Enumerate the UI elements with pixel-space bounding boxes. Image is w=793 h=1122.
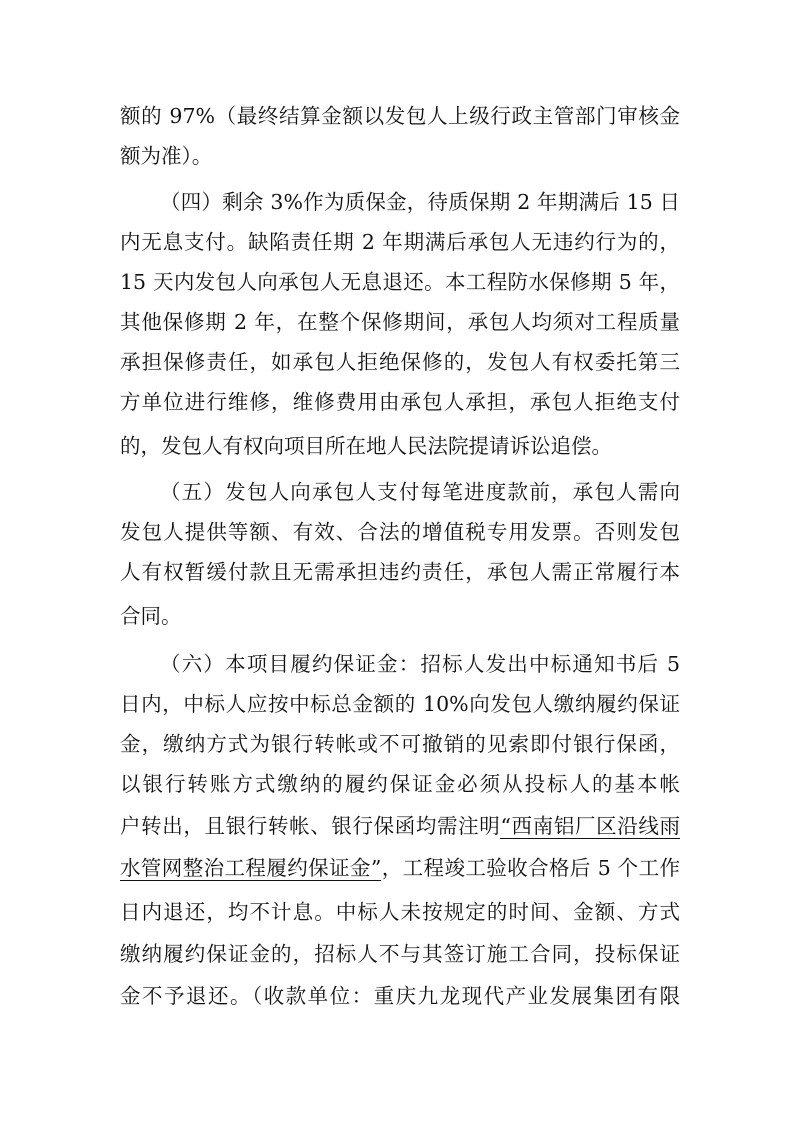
text-line: 缴纳履约保证金的，招标人不与其签订施工合同，投标保证 bbox=[120, 942, 680, 966]
text-line: 方单位进行维修，维修费用由承包人承担，承包人拒绝支付 bbox=[120, 390, 680, 414]
text-line: 其他保修期 2 年，在整个保修期间，承包人均须对工程质量 bbox=[120, 310, 680, 334]
text-line: 金，缴纳方式为银行转帐或不可撤销的见索即付银行保函， bbox=[120, 732, 680, 756]
text-line: 15 天内发包人向承包人无息退还。本工程防水保修期 5 年， bbox=[120, 270, 680, 294]
text-line: 额为准）。 bbox=[120, 144, 213, 168]
underlined-project-name-part2: 水管网整治工程履约保证金” bbox=[120, 856, 382, 880]
text-line: 发包人提供等额、有效、合法的增值税专用发票。否则发包 bbox=[120, 520, 680, 544]
text-line: 内无息支付。缺陷责任期 2 年期满后承包人无违约行为的， bbox=[120, 230, 680, 254]
text-line: 承担保修责任，如承包人拒绝保修的，发包人有权委托第三 bbox=[120, 350, 680, 374]
paragraph-5-start: （五）发包人向承包人支付每笔进度款前，承包人需向 bbox=[160, 480, 680, 504]
text-line: 的，发包人有权向项目所在地人民法院提请诉讼追偿。 bbox=[120, 434, 612, 458]
text-line: 额的 97%（最终结算金额以发包人上级行政主管部门审核金 bbox=[120, 104, 680, 128]
text-line: 人有权暂缓付款且无需承担违约责任，承包人需正常履行本 bbox=[120, 560, 680, 584]
text-line: 金不予退还。（收款单位：重庆九龙现代产业发展集团有限 bbox=[120, 984, 680, 1008]
text-line: 日内，中标人应按中标总金额的 10%向发包人缴纳履约保证 bbox=[120, 692, 680, 716]
text-line: 合同。 bbox=[120, 604, 182, 628]
paragraph-6-start: （六）本项目履约保证金：招标人发出中标通知书后 5 bbox=[160, 652, 680, 676]
text-line-with-underline: 户转出，且银行转帐、银行保函均需注明“西南铝厂区沿线雨 bbox=[120, 814, 680, 838]
text-line: 以银行转账方式缴纳的履约保证金必须从投标人的基本帐 bbox=[120, 772, 680, 796]
paragraph-4-start: （四）剩余 3%作为质保金，待质保期 2 年期满后 15 日 bbox=[160, 190, 680, 214]
underlined-project-name-part1: “西南铝厂区沿线雨 bbox=[500, 814, 680, 838]
text-line-with-underline: 水管网整治工程履约保证金”，工程竣工验收合格后 5 个工作 bbox=[120, 856, 680, 880]
text-line: 日内退还，均不计息。中标人未按规定的时间、金额、方式 bbox=[120, 900, 680, 924]
